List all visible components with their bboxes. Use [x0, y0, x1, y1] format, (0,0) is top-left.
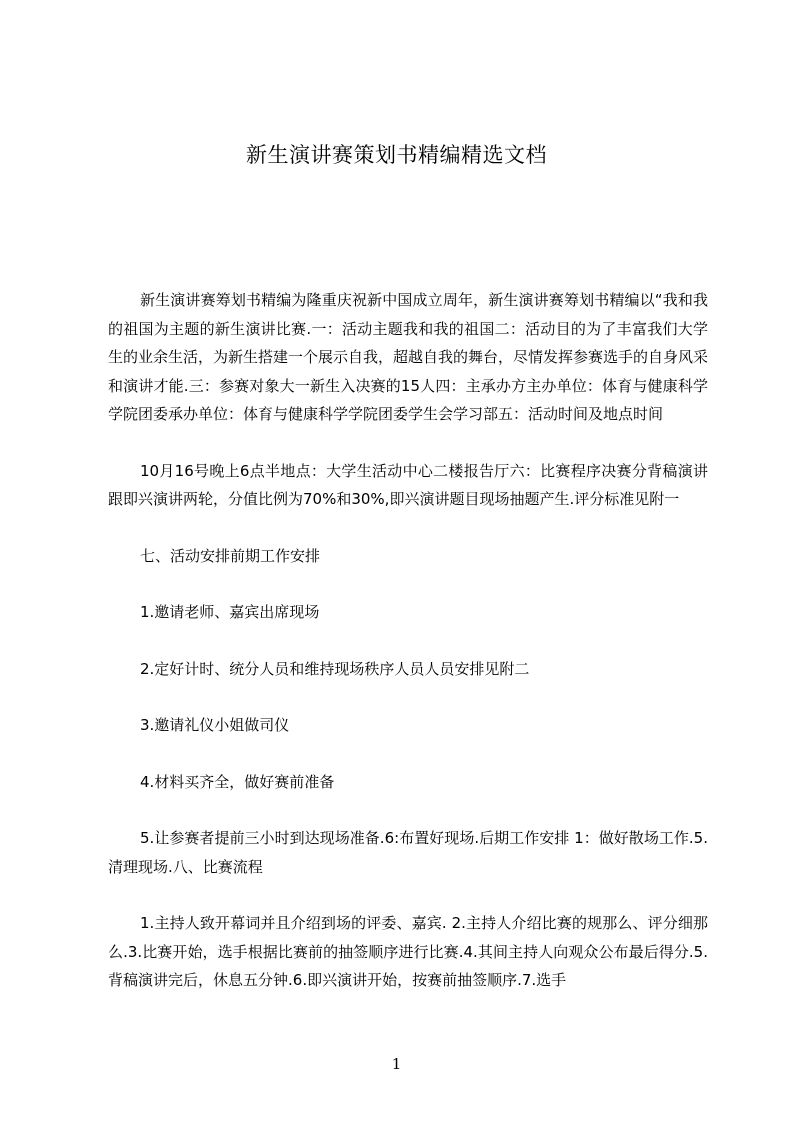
paragraph-6: 3.邀请礼仪小姐做司仪 — [140, 716, 290, 734]
paragraph-7: 4.材料买齐全，做好赛前准备 — [140, 772, 335, 791]
document-title: 新生演讲赛策划书精编精选文档 — [246, 143, 547, 167]
paragraph-5: 2.定好计时、统分人员和维持现场秩序人员人员安排见附二 — [140, 659, 530, 678]
document-body — [108, 286, 708, 1023]
paragraph-8: 5.让参赛者提前三小时到达现场准备.6:布置好现场.后期工作安排 1：做好散场工作.5.清理现场.八、比赛流程 — [108, 829, 708, 876]
paragraph-4: 1.邀请老师、嘉宾出席现场 — [140, 603, 320, 621]
paragraph-3: 七、活动安排前期工作安排 — [140, 546, 321, 565]
paragraph-2: 10月16号晚上6点半地点：大学生活动中心二楼报告厅六：比赛程序决赛分背稿演讲跟即兴演讲两轮，分值比例为70%和30%,即兴演讲题目现场抽题产生.评分标准见附一 — [108, 461, 708, 508]
page-number: 1 — [391, 1055, 402, 1073]
paragraph-9: 1.主持人致开幕词并且介绍到场的评委、嘉宾. 2.主持人介绍比赛的规那么、评分细那么.3.比赛开始，选手根据比赛前的抽签顺序进行比赛.4.其间主持人向观众公布最后得分.5.背稿演讲完后，休息五分钟.6.即兴演讲开始，按赛前抽签顺序.7.选手 — [108, 914, 708, 989]
paragraph-1: 新生演讲赛筹划书精编为隆重庆祝新中国成立周年，新生演讲赛筹划书精编以“我和我的祖国为主题的新生演讲比赛.一：活动主题我和我的祖国二：活动目的为了丰富我们大学生的业余生活，为新生搭建一个展示自我，超越自我的舞台，尽情发挥参赛选手的自身风采和演讲才能.三：参赛对象大一新生入决赛的15人四：主承办方主办单位：体育与健康科学学院团委承办单位：体育与健康科学学院团委学生会学习部五：活动时间及地点时间 — [108, 291, 709, 423]
